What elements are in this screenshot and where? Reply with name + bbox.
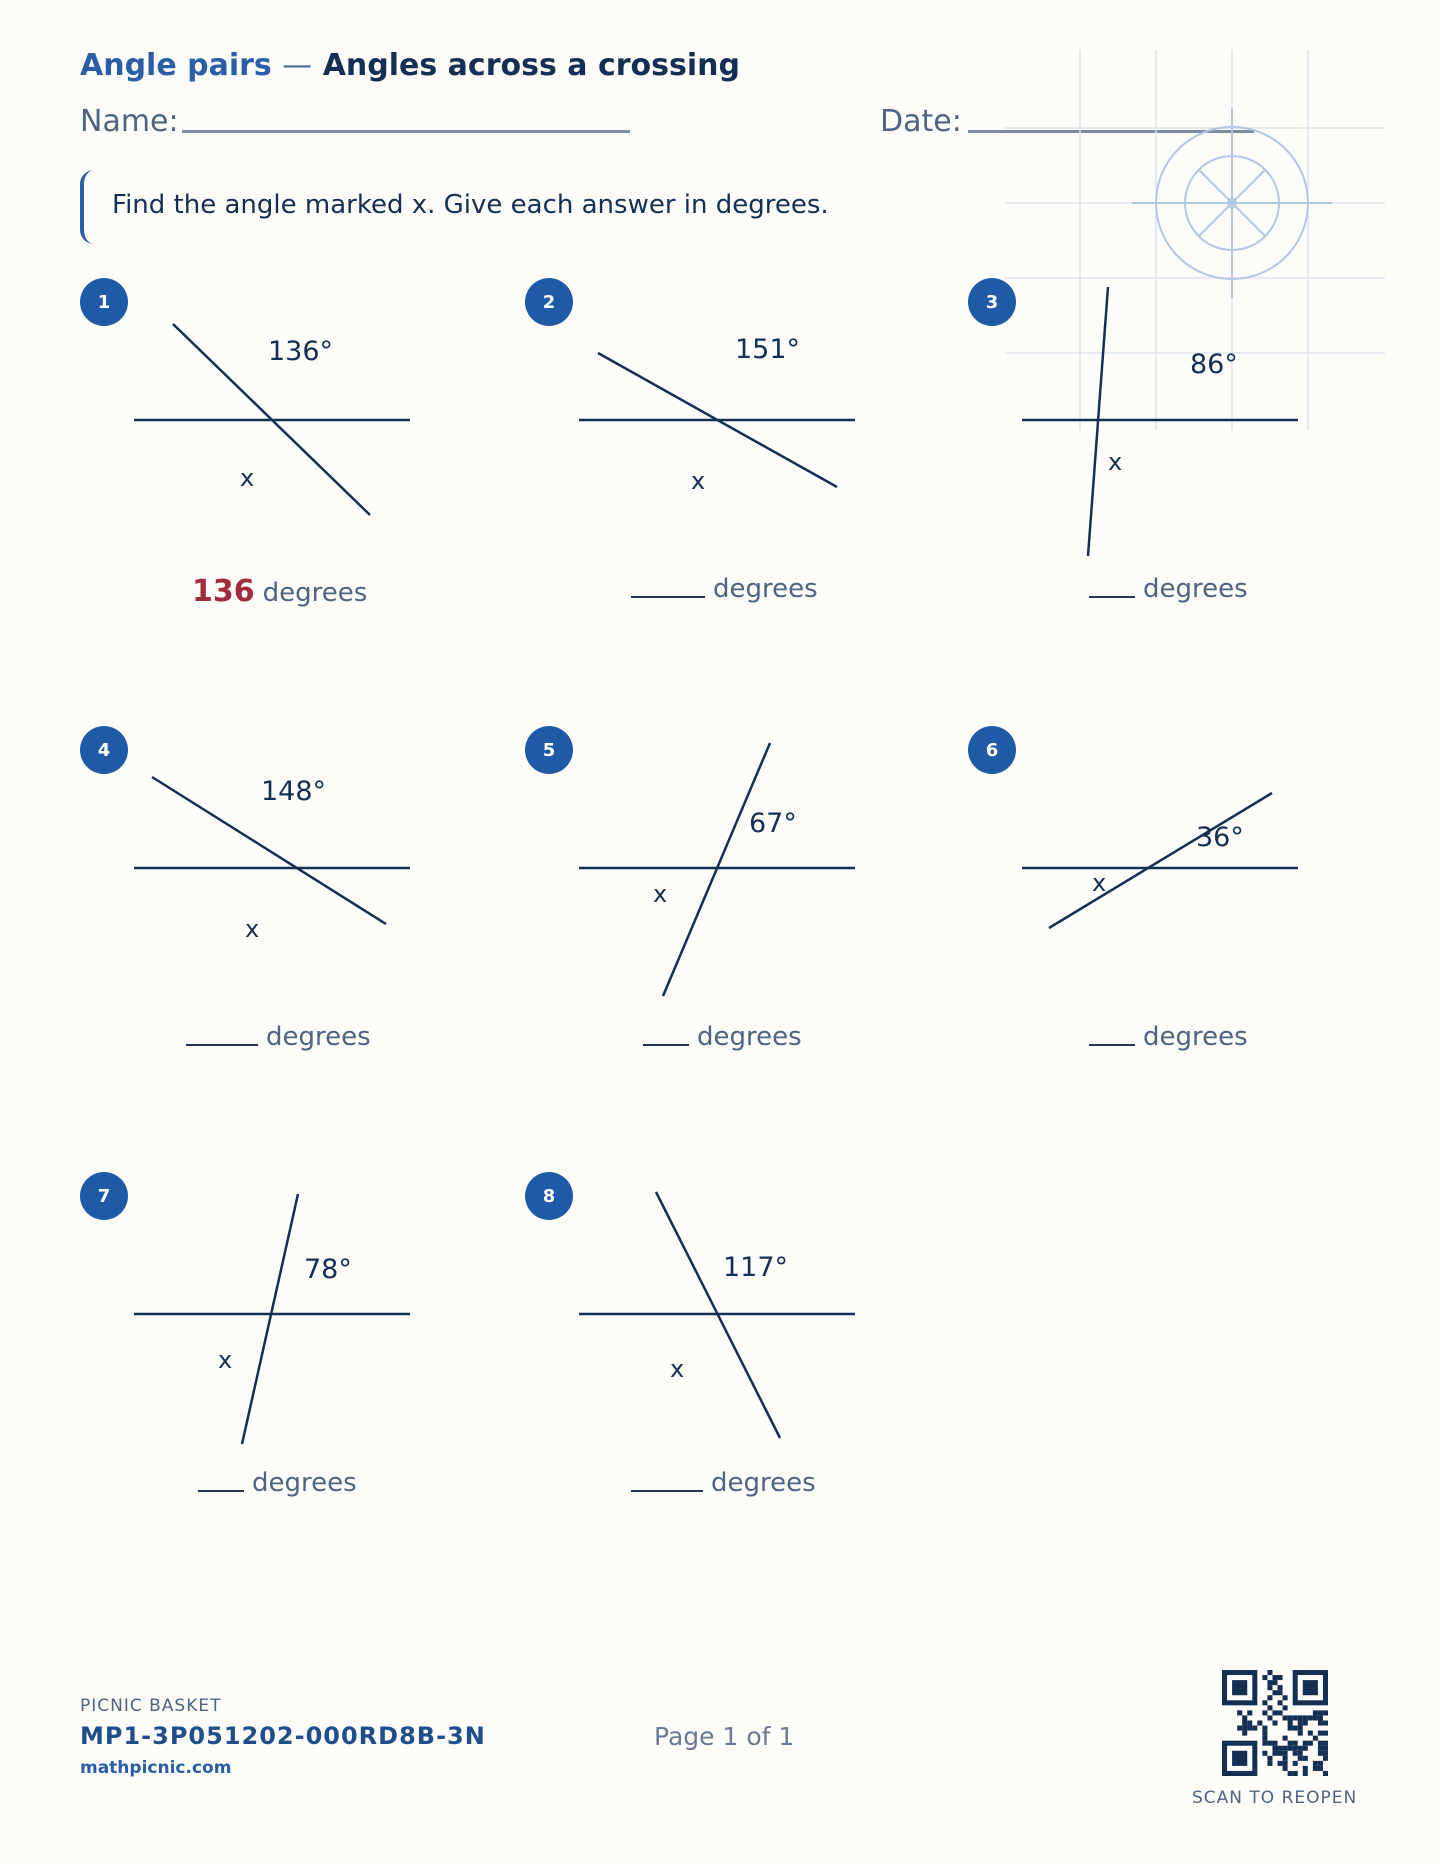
unknown-angle-label: x (245, 915, 260, 943)
angle-figure (968, 278, 1388, 608)
problem-number-badge: 1 (80, 278, 128, 326)
unknown-angle-label: x (218, 1346, 233, 1374)
answer-blank[interactable] (631, 1490, 703, 1492)
problem-6 (968, 726, 1388, 1106)
problem-8 (525, 1172, 945, 1552)
unknown-angle-label: x (691, 467, 706, 495)
given-angle-label: 36° (1196, 822, 1244, 853)
given-angle-label: 148° (261, 776, 327, 807)
answer-unit: degrees (713, 574, 818, 604)
angle-figure (525, 278, 945, 608)
answer-unit: degrees (697, 1022, 802, 1052)
name-field[interactable] (182, 130, 630, 133)
given-angle-label: 151° (735, 334, 801, 365)
problem-3 (968, 278, 1388, 658)
problem-number-badge: 4 (80, 726, 128, 774)
angle-figure (968, 726, 1388, 1056)
answer-blank[interactable] (631, 596, 705, 598)
answer-unit: degrees (252, 1468, 357, 1498)
answer-value: 136 (192, 574, 255, 609)
name-label: Name: (80, 104, 179, 139)
answer-blank[interactable] (1089, 1044, 1135, 1046)
worksheet-title (80, 48, 740, 83)
problem-1 (80, 278, 500, 658)
instruction-bracket (80, 170, 94, 244)
answer-unit: degrees (266, 1022, 371, 1052)
given-angle-label: 136° (268, 336, 334, 367)
problem-number-badge: 5 (525, 726, 573, 774)
unknown-angle-label: x (1108, 448, 1123, 476)
answer-row (631, 1468, 816, 1498)
given-angle-label: 86° (1190, 349, 1238, 380)
answer-unit: degrees (1143, 1022, 1248, 1052)
answer-blank[interactable] (643, 1044, 689, 1046)
worksheet-code: MP1-3P051202-000RD8B-3N (80, 1722, 486, 1750)
site-link[interactable]: mathpicnic.com (80, 1758, 232, 1778)
answer-blank[interactable] (1089, 596, 1135, 598)
instruction-text: Find the angle marked x. Give each answer in degrees. (112, 190, 829, 220)
page-number: Page 1 of 1 (654, 1722, 795, 1751)
answer-row (643, 1022, 802, 1052)
answer-unit: degrees (262, 578, 368, 608)
problem-5 (525, 726, 945, 1106)
answer-row (186, 1022, 371, 1052)
date-label: Date: (880, 104, 962, 139)
answer-row (198, 1468, 357, 1498)
answer-row (631, 574, 818, 604)
problem-7 (80, 1172, 500, 1552)
answer-row (1089, 574, 1248, 604)
unknown-angle-label: x (670, 1355, 685, 1383)
answer-row (1089, 1022, 1248, 1052)
given-angle-label: 117° (723, 1252, 789, 1283)
scan-caption: SCAN TO REOPEN (1192, 1788, 1358, 1808)
given-angle-label: 67° (749, 808, 797, 839)
answer-row (192, 574, 367, 609)
answer-unit: degrees (711, 1468, 816, 1498)
problem-number-badge: 7 (80, 1172, 128, 1220)
angle-figure (80, 726, 500, 1056)
answer-blank[interactable] (186, 1044, 258, 1046)
answer-blank[interactable] (198, 1490, 244, 1492)
angle-figure (80, 1172, 500, 1502)
problem-number-badge: 8 (525, 1172, 573, 1220)
unknown-angle-label: x (653, 880, 668, 908)
transversal-line (663, 743, 770, 996)
title-topic: Angle pairs (80, 48, 272, 83)
angle-figure (80, 278, 500, 608)
problem-2 (525, 278, 945, 658)
transversal-line (1088, 287, 1108, 556)
angle-figure (525, 726, 945, 1056)
problem-number-badge: 2 (525, 278, 573, 326)
footer-brand: PICNIC BASKET (80, 1696, 222, 1716)
problem-number-badge: 6 (968, 726, 1016, 774)
transversal-line (1049, 793, 1272, 928)
title-subtopic: Angles across a crossing (322, 48, 740, 83)
problem-number-badge: 3 (968, 278, 1016, 326)
transversal-line (242, 1194, 298, 1444)
instruction-box (80, 170, 980, 244)
given-angle-label: 78° (304, 1254, 352, 1285)
answer-unit: degrees (1143, 574, 1248, 604)
qr-code-icon[interactable] (1222, 1670, 1328, 1776)
problem-4 (80, 726, 500, 1106)
unknown-angle-label: x (1092, 869, 1107, 897)
title-separator: — (282, 48, 313, 83)
unknown-angle-label: x (240, 464, 255, 492)
angle-figure (525, 1172, 945, 1502)
